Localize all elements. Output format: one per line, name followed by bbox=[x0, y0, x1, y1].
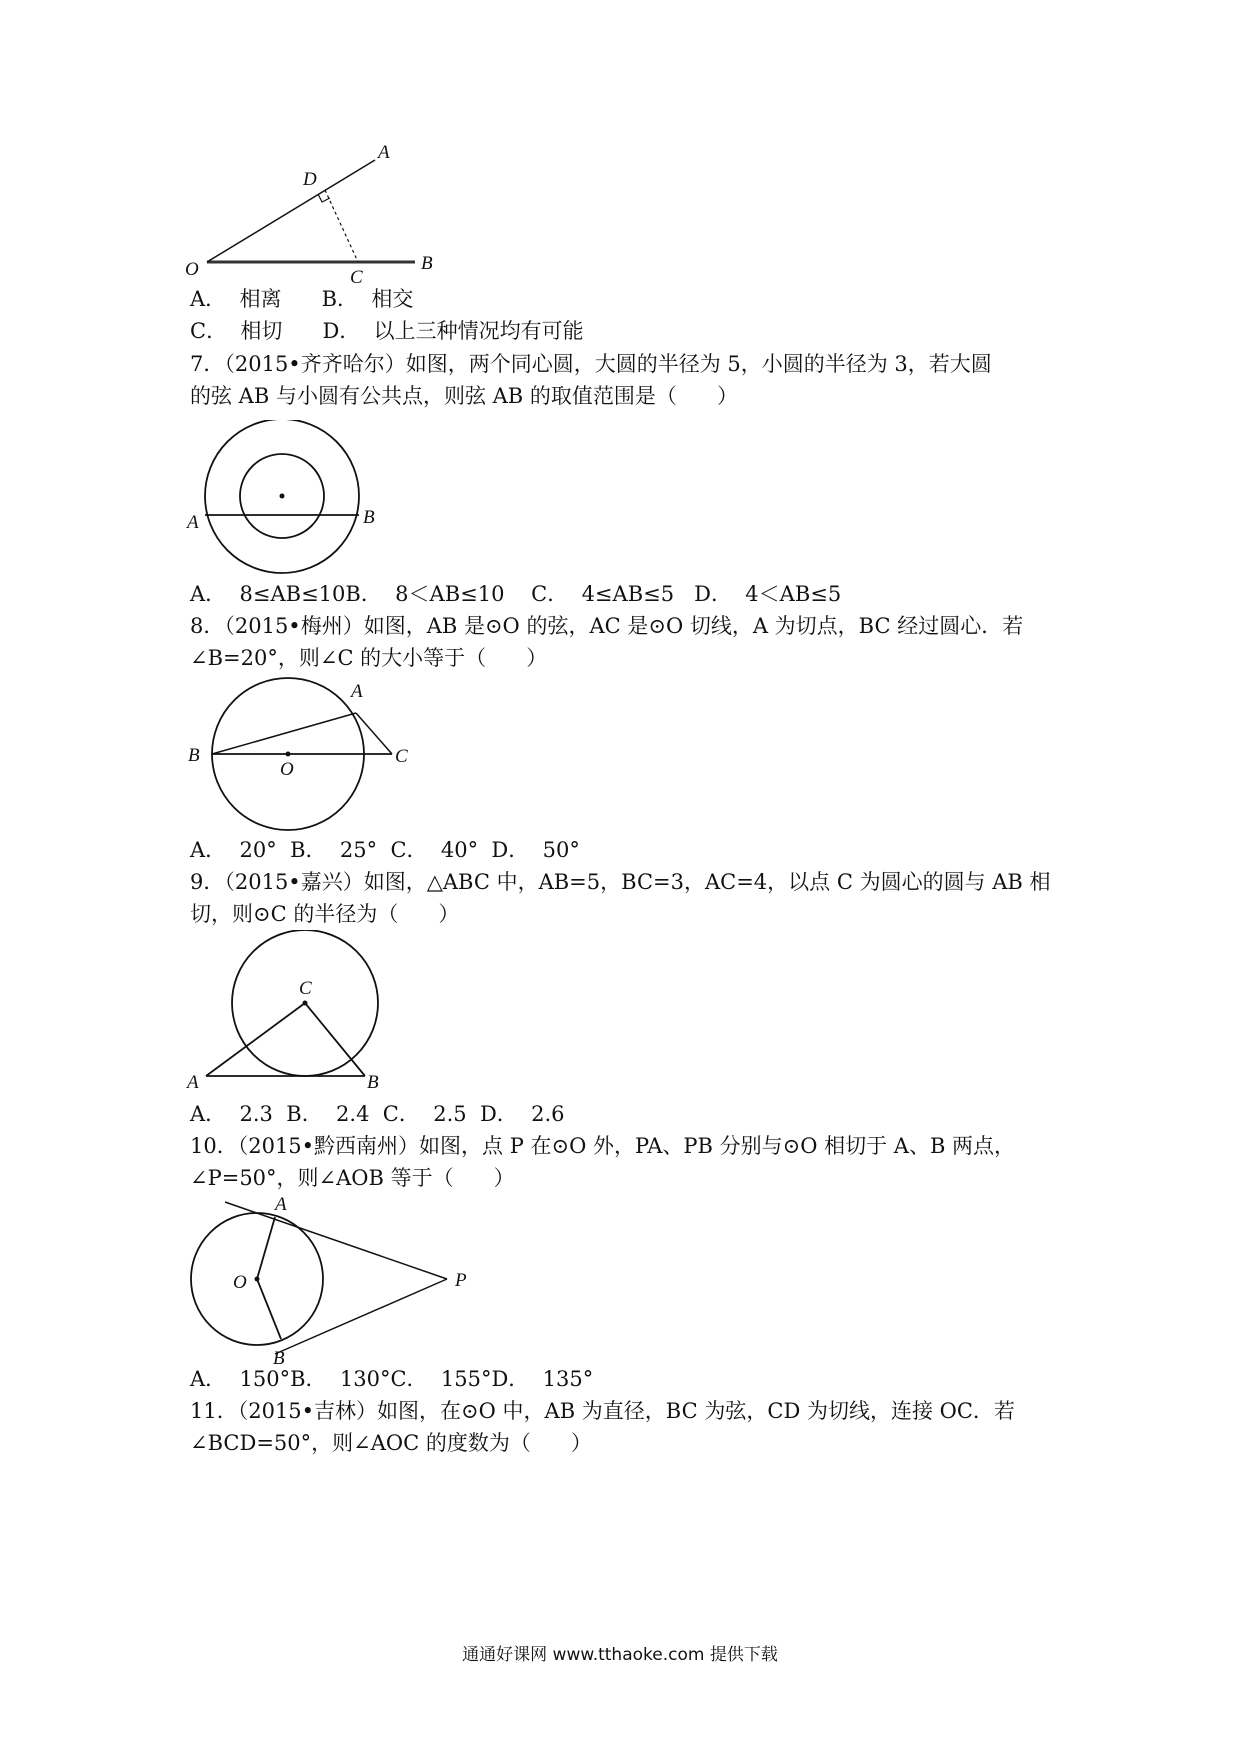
q7-stem-1: 7．（2015•齐齐哈尔）如图，两个同心圆，大圆的半径为 5，小圆的半径为 3，若大圆 bbox=[190, 352, 992, 376]
q7-label-b: B bbox=[363, 507, 375, 528]
q8-stem-2: ∠B=20°，则∠C 的大小等于（ ） bbox=[190, 646, 548, 670]
q11-stem-1: 11．（2015•吉林）如图，在⊙O 中，AB 为直径，BC 为弦，CD 为切线，连接 OC．若 bbox=[190, 1399, 1015, 1423]
q7-options: A． 8≤AB≤10B． 8＜AB≤10 C． 4≤AB≤5 D． 4＜AB≤5 bbox=[190, 582, 842, 606]
q9-figure bbox=[185, 930, 405, 1105]
q10-label-b: B bbox=[273, 1348, 285, 1367]
q6-label-o: O bbox=[185, 259, 199, 280]
q6-figure bbox=[185, 145, 445, 285]
q11-stem-2: ∠BCD=50°，则∠AOC 的度数为（ ） bbox=[190, 1431, 592, 1455]
q10-stem-1: 10．（2015•黔西南州）如图，点 P 在⊙O 外，PA、PB 分别与⊙O 相切于 A、B 两点， bbox=[190, 1134, 1016, 1158]
q10-label-p: P bbox=[455, 1270, 467, 1291]
q10-label-a: A bbox=[275, 1194, 287, 1215]
q9-options: A． 2.3 B． 2.4 C． 2.5 D． 2.6 bbox=[190, 1102, 565, 1126]
q6-label-a: A bbox=[378, 145, 390, 163]
q6-options-2: C． 相切 D． 以上三种情况均有可能 bbox=[190, 319, 584, 343]
q8-label-c: C bbox=[395, 746, 408, 767]
q7-stem-2: 的弦 AB 与小圆有公共点，则弦 AB 的取值范围是（ ） bbox=[190, 384, 738, 408]
q10-label-o: O bbox=[233, 1272, 247, 1293]
q10-options: A． 150°B． 130°C． 155°D． 135° bbox=[190, 1367, 594, 1391]
q8-label-a: A bbox=[351, 681, 363, 702]
q8-stem-1: 8．（2015•梅州）如图，AB 是⊙O 的弦，AC 是⊙O 切线，A 为切点，BC 经过圆心．若 bbox=[190, 614, 1024, 638]
q6-options-1: A． 相离 B． 相交 bbox=[190, 287, 414, 311]
q9-stem-1: 9．（2015•嘉兴）如图，△ABC 中，AB=5，BC=3，AC=4，以点 C 为圆心的圆与 AB 相 bbox=[190, 870, 1051, 894]
q9-stem-2: 切，则⊙C 的半径为（ ） bbox=[190, 902, 460, 926]
q9-label-c: C bbox=[299, 978, 312, 999]
page-footer: 通通好课网 www.tthaoke.com 提供下载 bbox=[462, 1645, 778, 1665]
q9-label-b: B bbox=[367, 1072, 379, 1093]
q8-label-b: B bbox=[188, 745, 200, 766]
q9-label-a: A bbox=[187, 1072, 199, 1093]
q6-label-b: B bbox=[421, 253, 433, 274]
q7-figure bbox=[185, 420, 385, 580]
q7-label-a: A bbox=[187, 512, 199, 533]
q8-options: A． 20° B． 25° C． 40° D． 50° bbox=[190, 838, 580, 862]
q8-label-o: O bbox=[280, 759, 294, 780]
q8-figure bbox=[185, 675, 425, 835]
q6-label-d: D bbox=[303, 169, 317, 190]
q6-label-c: C bbox=[350, 267, 363, 285]
q10-figure bbox=[185, 1192, 485, 1367]
q10-stem-2: ∠P=50°，则∠AOB 等于（ ） bbox=[190, 1166, 515, 1190]
